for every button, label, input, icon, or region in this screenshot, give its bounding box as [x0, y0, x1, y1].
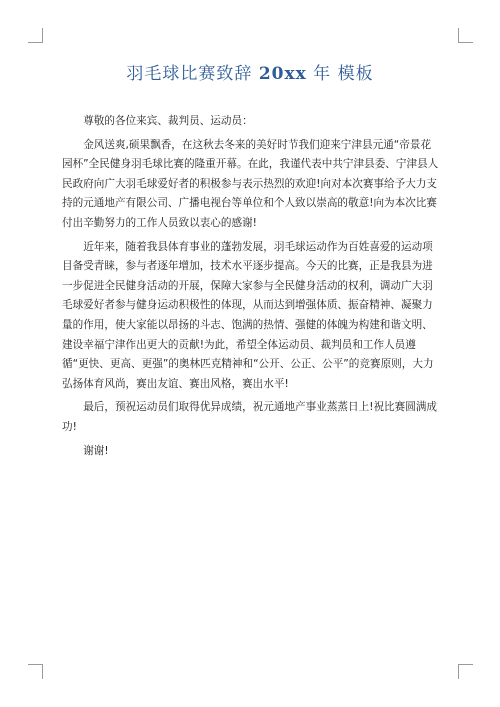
title-year: 20xx — [258, 64, 307, 84]
title-suffix: 年 模板 — [313, 64, 374, 84]
paragraph-development: 近年来，随着我县体育事业的蓬勃发展，羽毛球运动作为百姓喜爱的运动项目备受青睐，参与者逐年增加，技术水平逐步提高。今天的比赛，正是我县为进一步促进全民健身活动的开展，保障大家参与全民健身活动的权利，调动广大羽毛球爱好者参与健身运动积极性的体现，从而达到增强体质、振奋精神、凝聚力量的作用，使大家能以昂扬的斗志、饱满的热情、强健的体魄为构建和谐文明、建设幸福宁津作出更大的贡献!为此，希望全体运动员、裁判员和工作人员遵循“更快、更高、更强”的奥林匹克精神和“公开、公正、公平”的竞赛原则，大力弘扬体育风尚，赛出友谊、赛出风格，赛出水平! — [62, 240, 434, 390]
document-body — [62, 112, 440, 465]
paragraph-wishes: 最后，预祝运动员们取得优异成绩，祝元通地产事业蒸蒸日上!祝比赛圆满成功! — [62, 401, 438, 433]
crop-mark-top-right — [458, 28, 473, 43]
crop-mark-bottom-right — [458, 664, 473, 679]
paragraph-opening: 金风送爽,硕果飘香，在这秋去冬来的美好时节我们迎来宁津县元通“帝景花园杯”全民健身羽毛球比赛的隆重开幕。在此，我谨代表中共宁津县委、宁津县人民政府向广大羽毛球爱好者的积极参与表示热烈的欢迎!向对本次赛事给予大力支持的元通地产有限公司、广播电视台等单位和个人致以崇高的敬意!向为本次比赛付出辛勤努力的工作人员致以衷心的感谢! — [62, 138, 439, 229]
document-title — [0, 63, 500, 85]
salutation: 尊敬的各位来宾、裁判员、运动员： — [83, 115, 253, 127]
crop-mark-bottom-left — [28, 664, 43, 679]
crop-mark-top-left — [28, 28, 43, 43]
closing-thanks: 谢谢! — [83, 444, 109, 457]
title-prefix: 羽毛球比赛致辞 — [126, 64, 253, 84]
